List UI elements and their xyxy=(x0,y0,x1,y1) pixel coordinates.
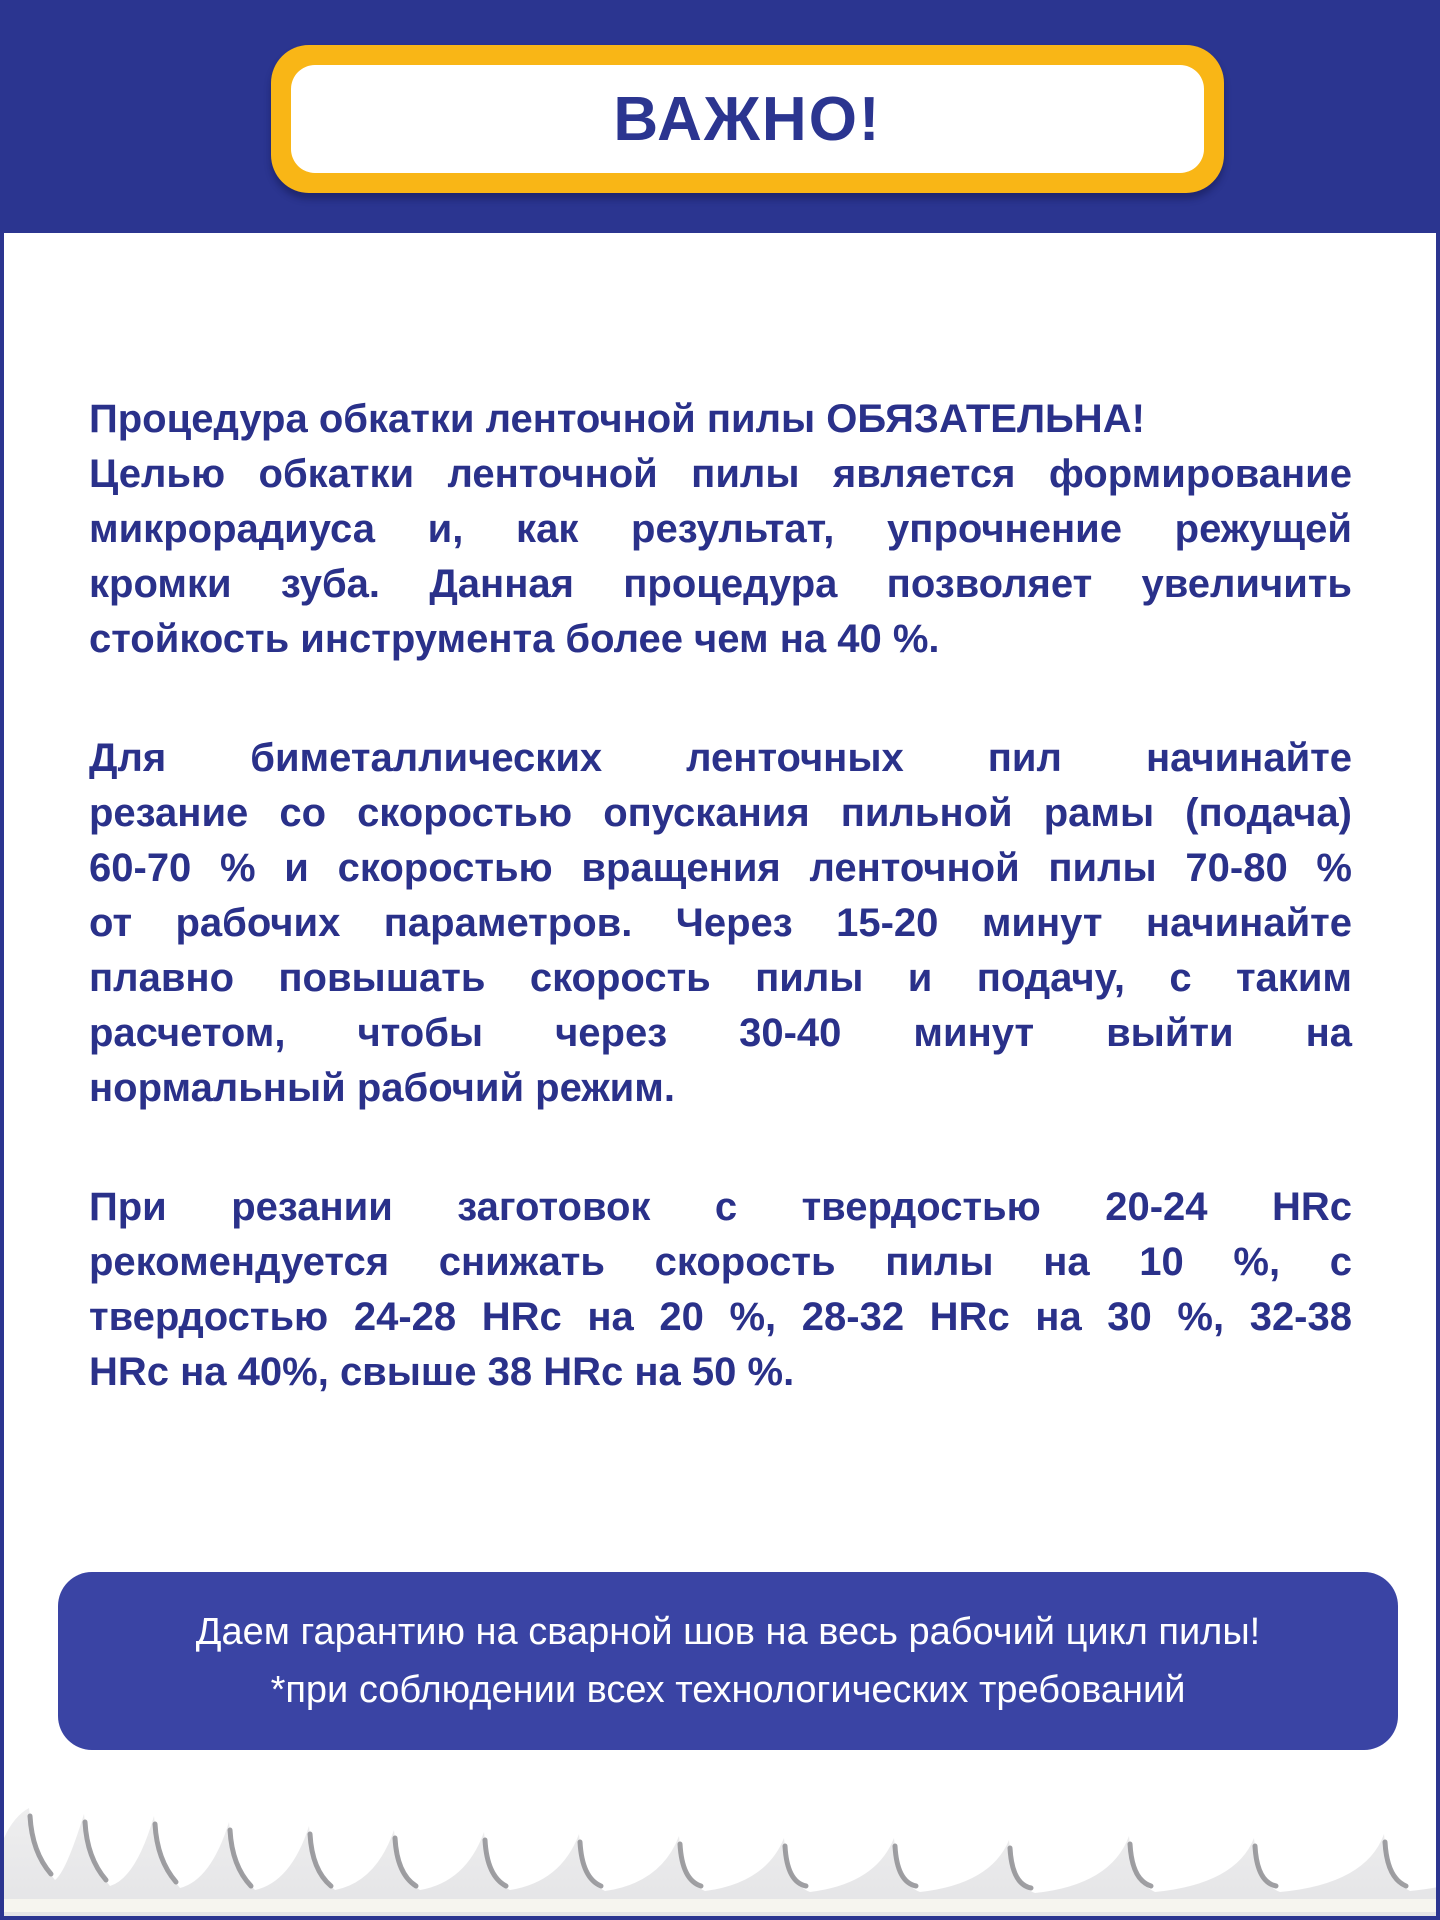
body-text xyxy=(89,392,1352,1400)
text-line: от рабочих параметров. Через 15-20 минут начинайте xyxy=(89,901,1352,945)
text-line: кромки зуба. Данная процедура позволяет увеличить xyxy=(89,562,1352,606)
text-line: твердостью 24-28 HRc на 20 %, 28-32 HRc на 30 %, 32-38 xyxy=(89,1295,1352,1339)
text-line: расчетом, чтобы через 30-40 минут выйти на xyxy=(89,1011,1352,1055)
text-line: 60-70 % и скоростью вращения ленточной пилы 70-80 % xyxy=(89,846,1352,890)
warranty-line-2: *при соблюдении всех технологических требований xyxy=(270,1669,1186,1711)
warranty-note xyxy=(58,1572,1398,1750)
text-line: резание со скоростью опускания пильной рамы (подача) xyxy=(89,791,1352,835)
text-line: нормальный рабочий режим. xyxy=(89,1066,675,1110)
text-line: плавно повышать скорость пилы и подачу, с таким xyxy=(89,956,1352,1000)
text-line: Для биметаллических ленточных пил начинайте xyxy=(89,736,1352,780)
paragraph xyxy=(89,731,1352,1116)
important-badge xyxy=(271,45,1224,193)
text-line: При резании заготовок с твердостью 20-24 HRc xyxy=(89,1185,1352,1229)
paragraph xyxy=(89,1180,1352,1400)
text-line: HRc на 40%, свыше 38 HRc на 50 %. xyxy=(89,1350,795,1394)
paragraph xyxy=(89,447,1352,667)
warranty-note-text xyxy=(196,1603,1260,1719)
saw-blade-teeth-graphic xyxy=(4,1786,1440,1916)
page-title: ВАЖНО! xyxy=(613,84,882,154)
paragraph xyxy=(89,392,1352,447)
text-line: стойкость инструмента более чем на 40 %. xyxy=(89,617,940,661)
text-line: Целью обкатки ленточной пилы является формирование xyxy=(89,452,1352,496)
text-line: микрорадиуса и, как результат, упрочнение режущей xyxy=(89,507,1352,551)
warranty-line-1: Даем гарантию на сварной шов на весь рабочий цикл пилы! xyxy=(195,1611,1261,1653)
important-badge-inner xyxy=(291,65,1204,173)
text-line: Процедура обкатки ленточной пилы ОБЯЗАТЕЛЬНА! xyxy=(89,397,1145,441)
text-line: рекомендуется снижать скорость пилы на 10 %, с xyxy=(89,1240,1352,1284)
